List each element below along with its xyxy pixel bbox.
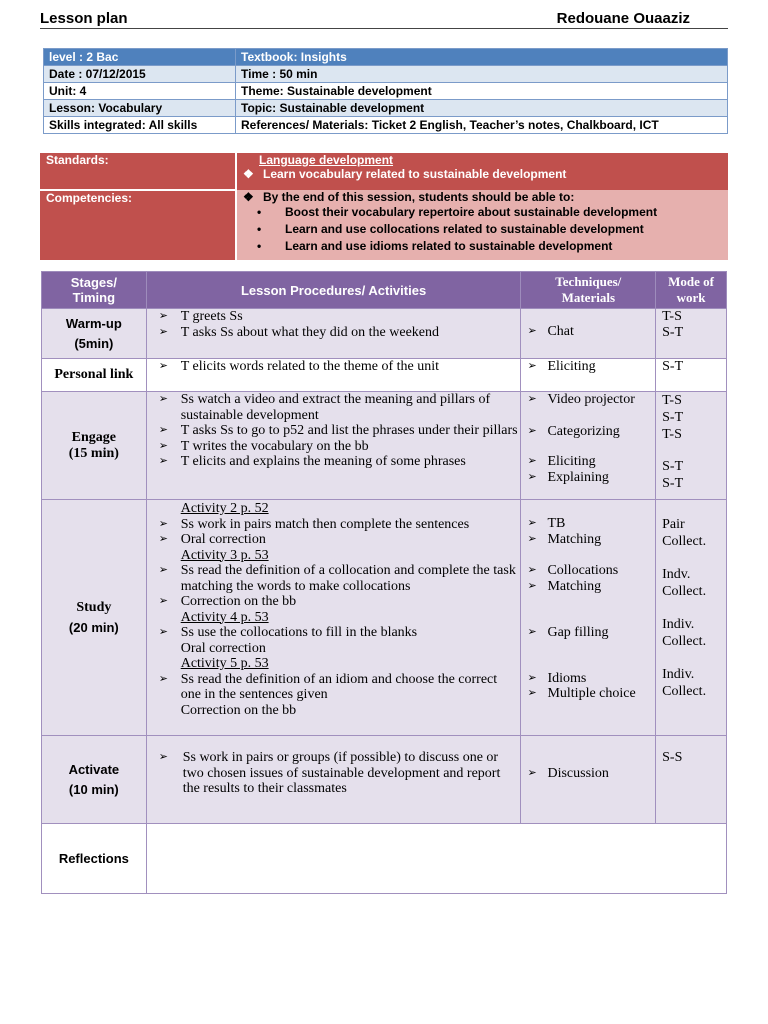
stage-name: Reflections: [58, 850, 129, 866]
header-text: Materials: [561, 290, 615, 305]
info-cell: References/ Materials: Ticket 2 English, Teacher’s notes, Chalkboard, ICT: [236, 117, 728, 134]
standards-row: [40, 153, 728, 190]
arrow-bullet-icon: ➢: [527, 470, 537, 483]
stage-name: Personal link: [54, 367, 134, 382]
arrow-bullet-icon: ➢: [527, 424, 537, 437]
header-mode: [656, 272, 727, 309]
list-item: [243, 204, 722, 221]
procedure-text: Ss read the definition of an idiom and choose the correct one in the sentences given: [180, 671, 498, 702]
technique-text: Chat: [547, 324, 574, 339]
procedure-cell: [146, 736, 521, 824]
arrow-bullet-icon: ➢: [527, 687, 537, 699]
info-cell: Textbook: Insights: [236, 49, 728, 66]
technique-text: Video projector: [547, 392, 635, 407]
list-item: [147, 594, 521, 610]
list-item: [521, 470, 655, 486]
technique-text: Matching: [547, 531, 602, 547]
table-header-row: [42, 272, 727, 309]
procedure-text: T writes the vocabulary on the bb: [180, 438, 369, 454]
table-row: [42, 824, 727, 894]
list-item: [521, 686, 655, 702]
author-name: Redouane Ouaaziz: [556, 10, 690, 27]
technique-text: Matching: [547, 578, 602, 594]
info-row: [44, 117, 728, 134]
info-row: [44, 100, 728, 117]
list-item: [521, 671, 655, 687]
technique-text: Discussion: [547, 766, 609, 781]
competencies-label: Competencies:: [40, 190, 236, 260]
list-item: [147, 423, 521, 439]
info-cell: level : 2 Bac: [44, 49, 236, 66]
arrow-bullet-icon: ➢: [527, 455, 537, 467]
arrow-bullet-icon: ➢: [158, 325, 168, 338]
procedure-text: Correction on the bb: [180, 594, 297, 609]
mode-text: S-S: [662, 750, 683, 765]
header-techniques: [521, 272, 656, 309]
reflections-cell: [146, 824, 726, 894]
procedure-text: Ss work in pairs or groups (if possible) to discuss one or two chosen issues of sustainable development and report the results to their classmates: [182, 750, 501, 796]
activity-heading: Activity 4 p. 53: [180, 609, 269, 625]
technique-text: TB: [547, 516, 566, 531]
competencies-row: [40, 190, 728, 260]
header-text: Techniques/: [555, 274, 622, 289]
table-row: [42, 359, 727, 392]
header-procedures: Lesson Procedures/ Activities: [146, 272, 521, 309]
table-row: [42, 309, 727, 359]
list-item: [147, 532, 521, 548]
stage-cell: [42, 500, 147, 736]
list-item: [521, 454, 655, 470]
stage-time: (15 min): [68, 445, 119, 461]
procedure-text: T asks Ss about what they did on the weekend: [180, 324, 440, 340]
list-item: [147, 392, 521, 423]
mode-text: S-T: [662, 359, 684, 374]
list-item: [147, 454, 521, 470]
info-cell: Skills integrated: All skills: [44, 117, 236, 134]
procedure-note: Correction on the bb: [180, 702, 297, 718]
arrow-bullet-icon: ➢: [527, 360, 537, 372]
mode-cell: [656, 500, 727, 736]
arrow-bullet-icon: ➢: [527, 517, 537, 529]
standards-table: [40, 153, 728, 260]
arrow-bullet-icon: ➢: [158, 595, 168, 607]
stage-cell: [42, 309, 147, 359]
list-item: [521, 532, 655, 548]
stage-time: (5min): [74, 335, 114, 351]
table-row: [42, 392, 727, 500]
arrow-bullet-icon: ➢: [527, 579, 537, 592]
competency-text: Boost their vocabulary repertoire about sustainable development: [285, 205, 658, 219]
list-item: [521, 392, 655, 408]
technique-cell: [521, 359, 656, 392]
mode-text: Indv.: [662, 567, 691, 582]
arrow-bullet-icon: ➢: [527, 671, 537, 684]
arrow-bullet-icon: ➢: [527, 564, 537, 576]
stage-time: (10 min): [68, 781, 119, 797]
procedure-text: T greets Ss: [180, 309, 243, 324]
list-item: [521, 359, 655, 375]
info-row: [44, 66, 728, 83]
arrow-bullet-icon: ➢: [158, 393, 168, 405]
info-cell: Lesson: Vocabulary: [44, 100, 236, 117]
arrow-bullet-icon: ➢: [158, 626, 168, 638]
activity-heading: Activity 3 p. 53: [180, 547, 269, 563]
technique-text: Eliciting: [547, 359, 596, 374]
table-row: [42, 500, 727, 736]
diamond-bullet-icon: ❖: [243, 190, 254, 204]
list-item: [521, 625, 655, 641]
arrow-bullet-icon: ➢: [527, 325, 537, 337]
stage-cell: [42, 392, 147, 500]
mode-text: Collect.: [662, 684, 707, 699]
list-item: [521, 766, 655, 782]
bullet-icon: •: [257, 222, 262, 236]
list-item: [521, 424, 655, 440]
mode-cell: [656, 392, 727, 500]
info-cell: Date : 07/12/2015: [44, 66, 236, 83]
stage-name: Study: [76, 599, 112, 615]
list-item: [147, 750, 521, 797]
stage-time: (20 min): [68, 619, 119, 635]
stage-cell: [42, 359, 147, 392]
procedure-text: T elicits and explains the meaning of some phrases: [180, 454, 466, 469]
procedure-cell: [146, 309, 521, 359]
stage-name: Activate: [68, 761, 120, 777]
mode-text: T-S: [662, 309, 682, 324]
arrow-bullet-icon: ➢: [158, 439, 168, 452]
technique-cell: [521, 309, 656, 359]
procedure-text: T elicits words related to the theme of the unit: [180, 359, 439, 374]
mode-text: S-T: [662, 324, 684, 340]
mode-text: Indiv.: [662, 667, 695, 682]
standards-label: Standards:: [40, 153, 236, 190]
mode-text: S-T: [662, 476, 684, 491]
arrow-bullet-icon: ➢: [158, 533, 168, 545]
list-item: [147, 563, 521, 594]
arrow-bullet-icon: ➢: [158, 751, 168, 763]
arrow-bullet-icon: ➢: [527, 393, 537, 405]
doc-title: Lesson plan: [40, 10, 128, 27]
technique-text: Multiple choice: [547, 686, 636, 701]
lesson-info-table: [43, 48, 728, 134]
mode-text: Collect.: [662, 584, 707, 599]
mode-cell: [656, 736, 727, 824]
arrow-bullet-icon: ➢: [158, 424, 168, 436]
arrow-bullet-icon: ➢: [158, 360, 168, 372]
standards-value: [236, 153, 728, 190]
list-item: [243, 221, 722, 238]
list-item: [147, 672, 521, 703]
procedure-cell: [146, 500, 521, 736]
stage-name: Engage: [71, 429, 117, 445]
mode-text: S-T: [662, 459, 684, 474]
mode-text: Collect.: [662, 634, 707, 649]
mode-text: T-S: [662, 427, 682, 442]
arrow-bullet-icon: ➢: [158, 310, 168, 322]
technique-cell: [521, 736, 656, 824]
procedure-text: Oral correction: [180, 532, 266, 547]
mode-text: Collect.: [662, 534, 707, 549]
info-cell: Unit: 4: [44, 83, 236, 100]
procedure-cell: [146, 359, 521, 392]
diamond-bullet-icon: ❖: [243, 167, 254, 181]
mode-text: Pair: [662, 517, 685, 532]
technique-text: Idioms: [547, 670, 587, 686]
competencies-value: [236, 190, 728, 260]
technique-text: Explaining: [547, 469, 609, 485]
info-row: [44, 49, 728, 66]
competency-text: Learn and use collocations related to sustainable development: [285, 222, 644, 236]
list-item: [147, 625, 521, 641]
competencies-intro: By the end of this session, students should be able to:: [263, 190, 575, 204]
list-item: [521, 579, 655, 595]
arrow-bullet-icon: ➢: [158, 455, 168, 467]
list-item: [147, 359, 521, 375]
mode-text: T-S: [662, 393, 682, 408]
technique-text: Collocations: [547, 563, 619, 578]
procedure-text: Ss watch a video and extract the meaning and pillars of sustainable development: [180, 392, 491, 423]
standards-item: Learn vocabulary related to sustainable development: [263, 167, 567, 181]
procedure-text: Ss read the definition of a collocation and complete the task matching the words to make collocations: [180, 563, 516, 594]
procedure-text: Ss use the collocations to fill in the blanks: [180, 625, 418, 640]
list-item: [147, 439, 521, 455]
header-text: Timing: [72, 290, 116, 305]
procedure-cell: [146, 392, 521, 500]
arrow-bullet-icon: ➢: [527, 626, 537, 638]
arrow-bullet-icon: ➢: [527, 767, 537, 779]
arrow-bullet-icon: ➢: [527, 532, 537, 545]
list-item: [147, 517, 521, 533]
list-item: [521, 516, 655, 532]
arrow-bullet-icon: ➢: [158, 672, 168, 685]
stage-cell: [42, 736, 147, 824]
procedures-table: [41, 271, 727, 894]
bullet-icon: •: [257, 205, 262, 219]
list-item: [243, 238, 722, 255]
list-item: [147, 325, 521, 341]
table-row: [42, 736, 727, 824]
info-cell: Topic: Sustainable development: [236, 100, 728, 117]
competencies-list: [243, 204, 722, 255]
stage-name: Warm-up: [65, 315, 122, 331]
mode-text: S-T: [662, 410, 684, 425]
list-item: [147, 309, 521, 325]
page-header: [40, 10, 728, 29]
arrow-bullet-icon: ➢: [158, 517, 168, 530]
header-text: work: [676, 290, 706, 305]
procedure-text: Ss work in pairs match then complete the sentences: [180, 516, 470, 532]
list-item: [521, 324, 655, 340]
header-text: Mode of: [668, 274, 714, 289]
stage-cell: [42, 824, 147, 894]
technique-text: Eliciting: [547, 454, 596, 469]
technique-cell: [521, 392, 656, 500]
list-item: [521, 563, 655, 579]
header-stages: [42, 272, 147, 309]
mode-text: Indiv.: [662, 617, 695, 632]
procedure-text: T asks Ss to go to p52 and list the phrases under their pillars: [180, 423, 518, 438]
mode-cell: [656, 359, 727, 392]
arrow-bullet-icon: ➢: [158, 564, 168, 576]
competency-text: Learn and use idioms related to sustainable development: [285, 239, 613, 253]
info-row: [44, 83, 728, 100]
procedure-note: Oral correction: [180, 640, 266, 656]
info-cell: Theme: Sustainable development: [236, 83, 728, 100]
technique-text: Gap filling: [547, 625, 609, 640]
bullet-icon: •: [257, 239, 262, 253]
header-text: Stages/: [70, 275, 117, 290]
mode-cell: [656, 309, 727, 359]
technique-text: Categorizing: [547, 423, 620, 439]
technique-cell: [521, 500, 656, 736]
activity-heading: Activity 2 p. 52: [180, 501, 269, 516]
info-cell: Time : 50 min: [236, 66, 728, 83]
activity-heading: Activity 5 p. 53: [180, 656, 269, 671]
standards-heading: Language development: [259, 153, 394, 167]
